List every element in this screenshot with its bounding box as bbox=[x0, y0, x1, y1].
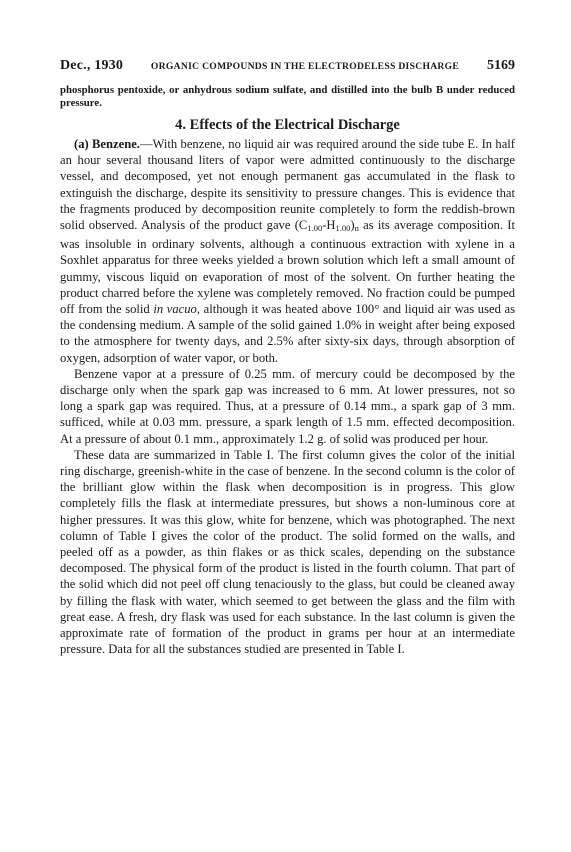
subscript-n: n bbox=[354, 223, 359, 234]
paragraph-pressure: Benzene vapor at a pressure of 0.25 mm. of mercury could be decomposed by the discharge only when the spark gap was increased to 6 mm. At lower pressures, not so long a spark gap was required. Thus, at a pressure of 0.14 mm., a spark gap of 3 mm. sufficed, while at 0.03 mm. pressure, a spark length of 1.5 mm. effected decomposition. At a pressure of about 0.1 mm., approximately 1.2 g. of solid was produced per hour. bbox=[60, 366, 515, 446]
body-text bbox=[60, 136, 515, 658]
header-page-number: 5169 bbox=[487, 58, 515, 73]
paragraph-run-head: (a) Benzene. bbox=[74, 137, 140, 151]
paragraph-text: , although it was heated above 100° and liquid air was used as the condensing medium. A sample of the solid gained 1.0% in weight after being exposed to the atmosphere for twenty days, and 2.5% after sixty-six days, through absorption of oxygen, adsorption of water vapor, or both. bbox=[60, 302, 515, 365]
intro-text: phosphorus pentoxide, or anhydrous sodium sulfate, and distilled into the bulb B under reduced pressure. bbox=[60, 84, 515, 109]
subscript-c: 1.00 bbox=[307, 223, 323, 234]
paragraph-table-summary: These data are summarized in Table I. The first column gives the color of the initial ring discharge, greenish-white in the case of benzene. In the second column is the color of the brilliant glow within the flask when decomposition is in progress. This glow completely fills the flask at intermediate pressures, but shows a non-luminous core at higher pressures. It was this glow, white for benzene, which was photographed. The next column of Table I gives the color of the product. The solid formed on the walls, and peeled off as a powder, as thin flakes or as thick scales, depending on the substance decomposed. The physical form of the product is listed in the fourth column. That part of the solid which did not peel off clung tenaciously to the glass, but could be cleaned away by filling the flask with water, which seemed to get between the glass and the film with great ease. A fresh, dry flask was used for each substance. In the last column is given the approximate rate of formation of the product in grams per hour at an intermediate pressure. Data for all the substances studied are presented in Table I. bbox=[60, 447, 515, 657]
paragraph-text: ) bbox=[350, 218, 355, 233]
subscript-h: 1.00 bbox=[335, 223, 351, 234]
paragraph-benzene bbox=[60, 136, 515, 366]
header-date: Dec., 1930 bbox=[60, 58, 124, 73]
paragraph-text: —With benzene, no liquid air was required around the side tube E. In half an hour several thousand liters of vapor were admitted continuously to the discharge vessel, and decomposed, yet not enough permanent gas accumulated in the flask to extinguish the discharge, despite its sensitivity to pressure changes. This is evidence that the fragments produced by decomposition reunite completely to form the reddish-brown solid observed. Analysis of the product gave (C bbox=[60, 137, 515, 233]
section-heading: 4. Effects of the Electrical Discharge bbox=[175, 117, 400, 133]
italic-term: in vacuo bbox=[153, 302, 197, 317]
header-running-title: ORGANIC COMPOUNDS IN THE ELECTRODELESS DISCHARGE bbox=[150, 61, 460, 72]
paragraph-text: -H bbox=[322, 218, 336, 233]
paragraph-text: as its average composition. It was insoluble in ordinary solvents, although a continuous extraction with xylene in a Soxhlet apparatus for three weeks yielded a brown solution which left a small amount of gummy, viscous liquid on evaporation of most of the solvent. On further heating the product charred before the xylene was completely removed. No fraction could be pumped off from the solid bbox=[60, 218, 515, 317]
running-header bbox=[60, 58, 515, 76]
